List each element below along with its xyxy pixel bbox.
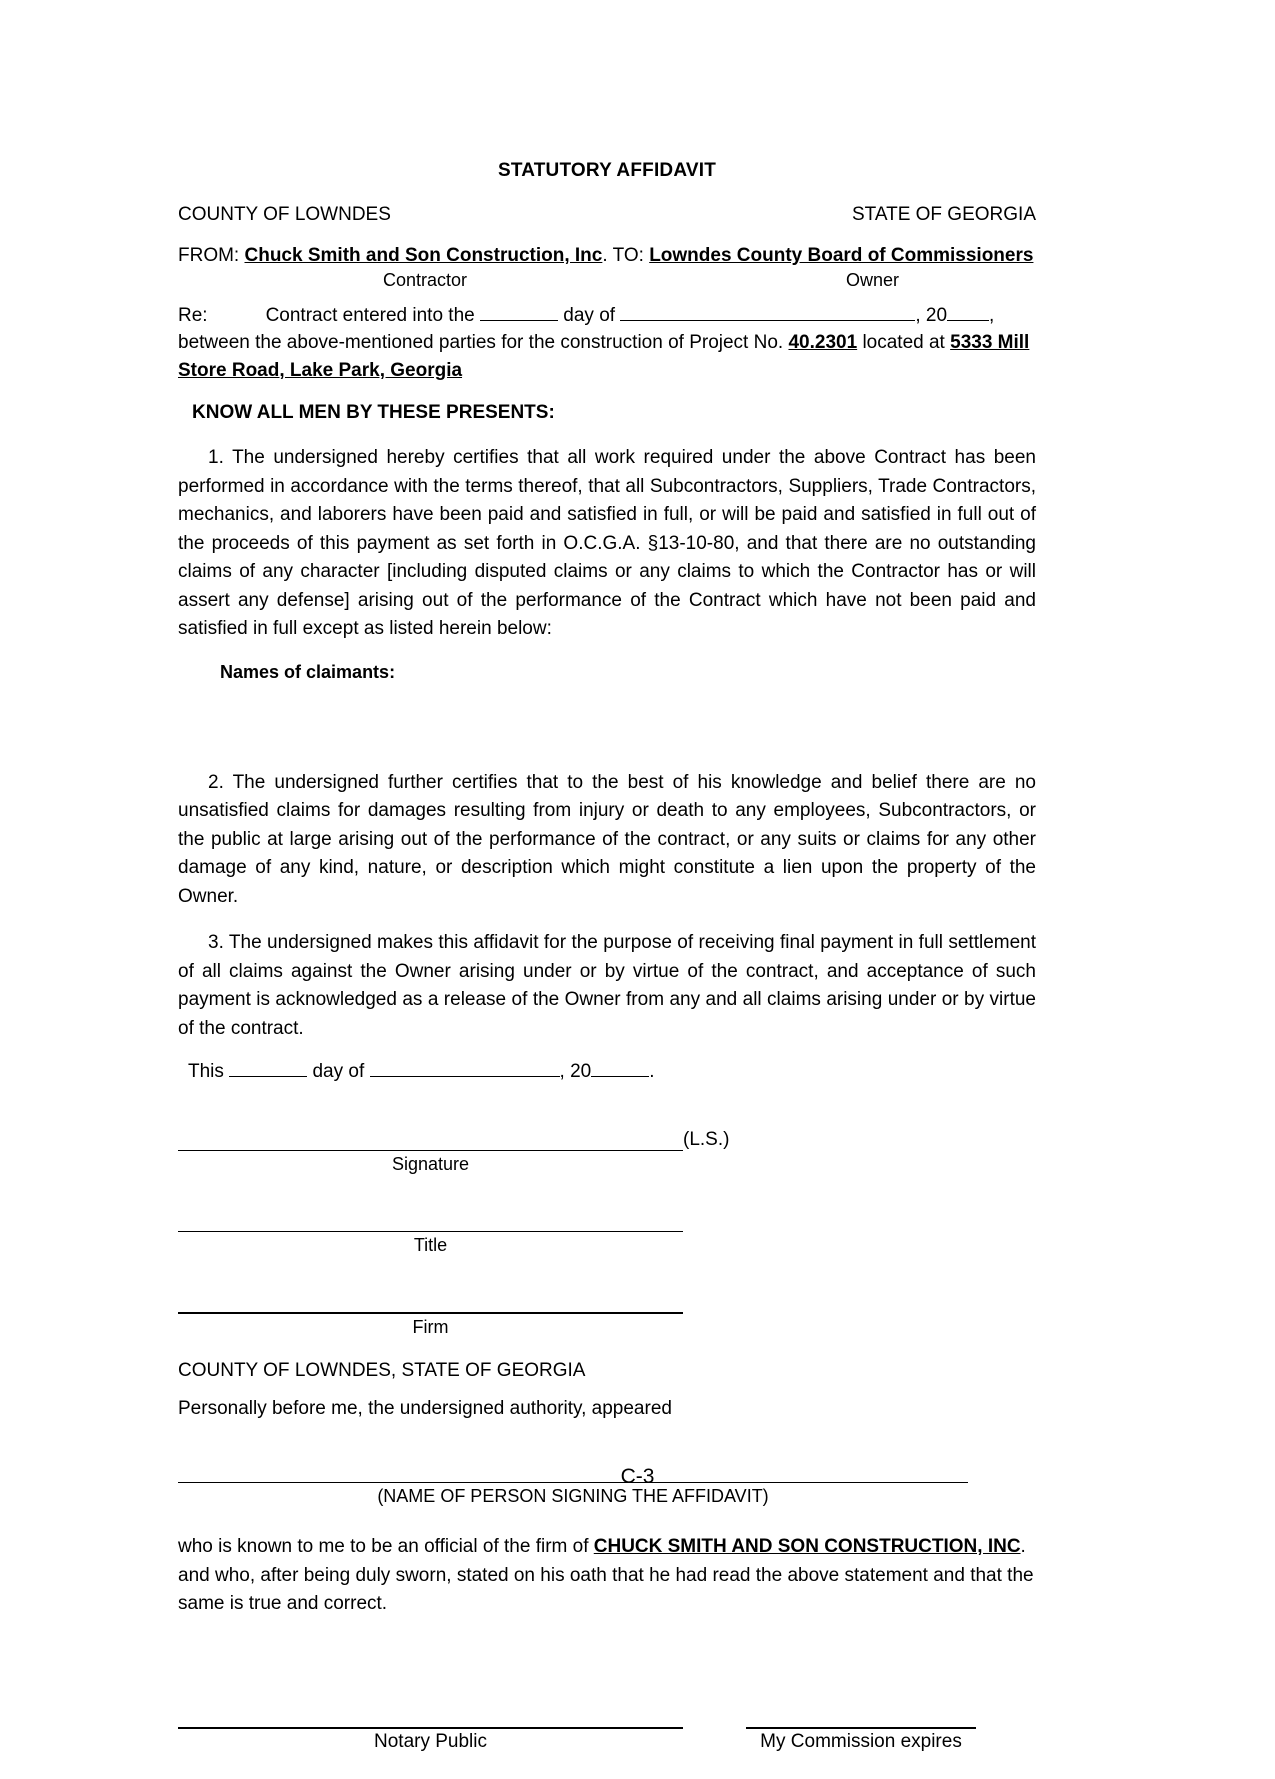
personally-appeared-line: Personally before me, the undersigned authority, appeared (178, 1398, 672, 1420)
signature-block (178, 1129, 1036, 1175)
day-blank[interactable] (480, 305, 558, 321)
re-text-3: , 20 (915, 304, 948, 326)
page-number: C-3 (620, 1465, 655, 1488)
day-of-label: day of (312, 1061, 365, 1083)
notary-caption: Notary Public (374, 1730, 487, 1752)
state-heading: STATE OF GEORGIA (851, 204, 1036, 225)
notary-rule[interactable] (178, 1727, 683, 1729)
paragraph-3 (178, 929, 1036, 1043)
re-text-4: , (989, 304, 995, 326)
month-blank[interactable] (620, 305, 915, 321)
known-to-me-paragraph (178, 1533, 1036, 1619)
paragraph-1 (178, 444, 1036, 644)
exec-month-blank[interactable] (370, 1061, 560, 1077)
re-label: Re: (178, 304, 208, 326)
paragraph-3-text: The undersigned makes this affidavit for the purpose of receiving final payment in full settlement of all claims against the Owner arising under or by virtue of the contract, and acceptance of such payment is acknowledged as a release of the Owner from any and all claims arising under or by virtue of the contract. (178, 932, 1037, 1039)
paragraph-3-number: 3. (208, 932, 224, 954)
document-content (178, 160, 1036, 1779)
re-text-2: day of (563, 304, 616, 326)
to-label: . TO: (602, 245, 644, 266)
project-number: 40.2301 (788, 332, 858, 354)
page-title: STATUTORY AFFIDAVIT (497, 160, 717, 181)
re-text-6: located at (862, 332, 945, 354)
project-location: 5333 Mill Store Road, Lake Park, Georgia (178, 332, 1030, 381)
re-text-1: Contract entered into the (265, 304, 475, 326)
from-to-line (178, 242, 1036, 270)
firm-caption: Firm (412, 1317, 449, 1338)
execution-date-line (188, 1061, 1036, 1083)
claimants-label: Names of claimants: (220, 661, 396, 682)
party-labels (178, 270, 1036, 294)
firm-rule[interactable] (178, 1292, 683, 1314)
contractor-name: Chuck Smith and Son Construction, Inc (244, 245, 603, 266)
re-block (178, 302, 1036, 385)
ls-marker: (L.S.) (683, 1129, 730, 1151)
this-label: This (188, 1061, 224, 1083)
notary-block (178, 1727, 1036, 1779)
county-heading: COUNTY OF LOWNDES (178, 204, 391, 225)
contractor-label: Contractor (383, 269, 468, 290)
paragraph-2 (178, 769, 1036, 912)
owner-label: Owner (846, 269, 900, 290)
title-line-row (178, 1211, 1036, 1232)
firm-name-bold: CHUCK SMITH AND SON CONSTRUCTION, INC (593, 1536, 1021, 1558)
period: . (649, 1061, 655, 1083)
title-block (178, 1211, 1036, 1256)
paragraph-1-number: 1. (208, 447, 224, 469)
paragraph-2-text: The undersigned further certifies that to the best of his knowledge and belief there are no unsatisfied claims for damages resulting from injury or death to any employees, Subcontractors, or the public at large arising out of the performance of the contract, or any suits or claims for any other damage of any kind, nature, or description which might constitute a lien upon the property of the Owner. (178, 771, 1036, 907)
exec-day-blank[interactable] (229, 1061, 307, 1077)
owner-name: Lowndes County Board of Commissioners (649, 245, 1034, 266)
year-blank[interactable] (947, 305, 989, 321)
firm-block (178, 1292, 1036, 1338)
signature-rule[interactable] (178, 1130, 683, 1151)
exec-year-blank[interactable] (591, 1061, 649, 1077)
year-prefix: , 20 (559, 1061, 592, 1083)
paragraph-1-text: The undersigned hereby certifies that all work required under the above Contract has been performed in accordance with the terms thereof, that all Subcontractors, Suppliers, Trade Contractors, mechanics, and laborers have been paid and satisfied in full, or will be paid and satisfied in full out of the proceeds of this payment as set forth in O.C.G.A. §13-10-80, and that there are no outstanding claims of any character [including disputed claims or any claims to which the Contractor has or will assert any defense] arising out of the performance of the Contract which have not been paid and satisfied in full except as listed herein below: (178, 447, 1036, 640)
know-all-men-heading: KNOW ALL MEN BY THESE PRESENTS: (192, 402, 555, 424)
paragraph-2-number: 2. (208, 771, 224, 793)
title-rule[interactable] (178, 1211, 683, 1232)
commission-rule[interactable] (746, 1727, 976, 1729)
signature-caption: Signature (391, 1154, 470, 1175)
firm-line-row (178, 1292, 1036, 1314)
county-state-line: COUNTY OF LOWNDES, STATE OF GEORGIA (178, 1360, 586, 1382)
from-label: FROM: (178, 245, 240, 266)
signature-line-row (178, 1129, 1036, 1151)
jurisdiction-heading (178, 204, 1036, 226)
known-text-2: . and who, after being duly sworn, stated on his oath that he had read the above statement and that the same is true and correct. (178, 1536, 1034, 1615)
commission-caption: My Commission expires (760, 1730, 962, 1752)
re-text-5: between the above-mentioned parties for the construction of Project No. (178, 332, 784, 354)
title-caption: Title (413, 1235, 448, 1256)
name-person-caption: (NAME OF PERSON SIGNING THE AFFIDAVIT) (377, 1486, 769, 1507)
known-text-1: who is known to me to be an official of the firm of (178, 1536, 589, 1558)
